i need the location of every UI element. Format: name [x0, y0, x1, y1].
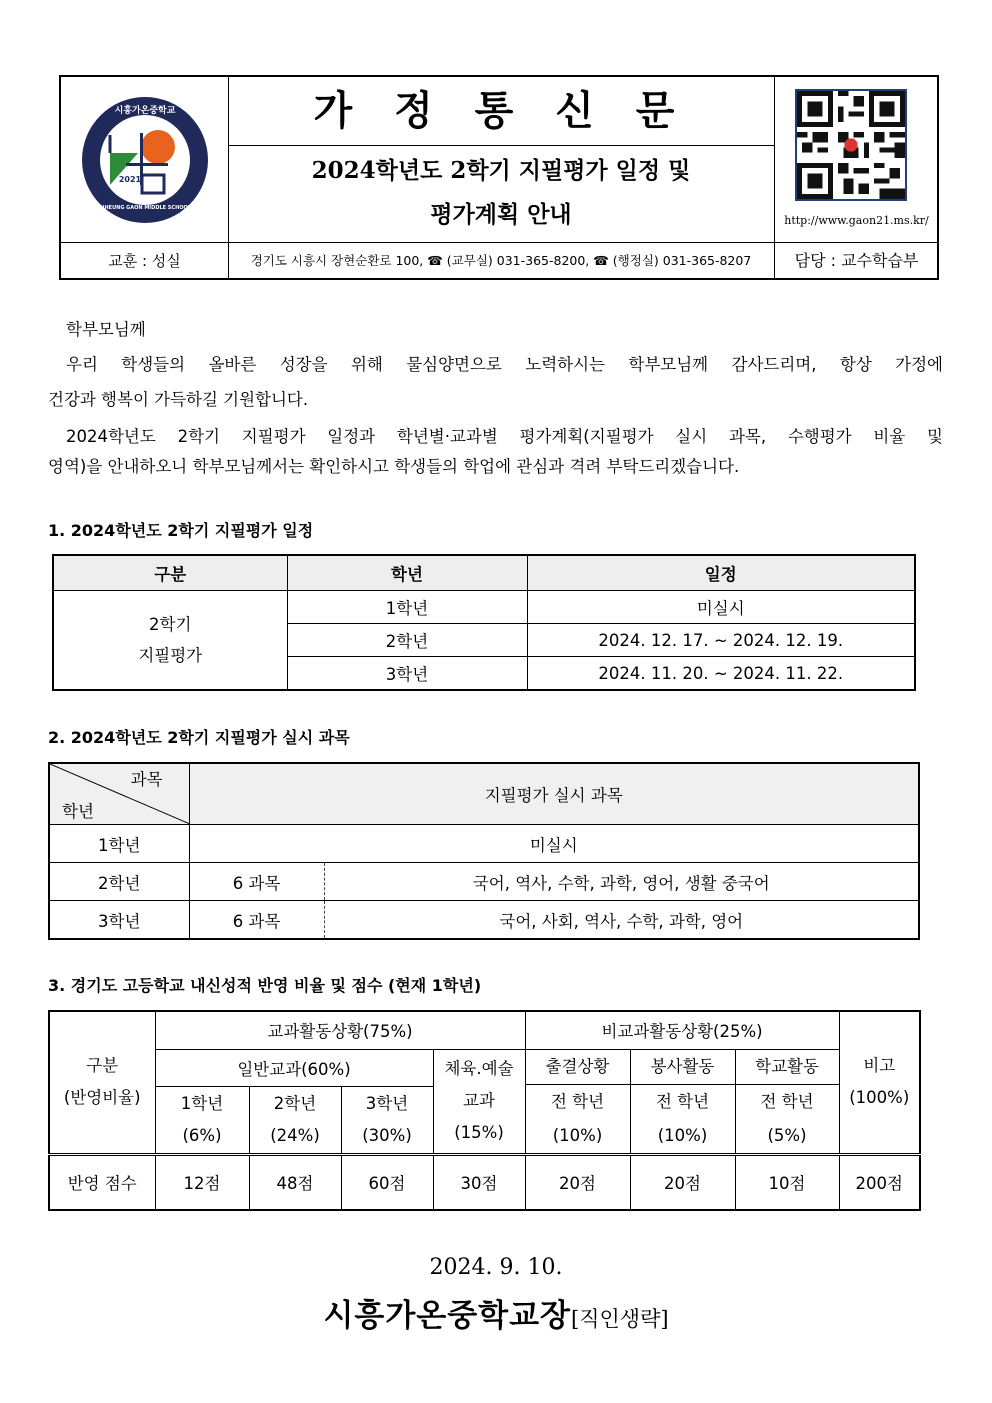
- table-row: [49, 1154, 920, 1210]
- school-address: 경기도 시흥시 장현순환로 100, ☎ (교무실) 031-365-8200, ☎ (행정실) 031-365-8207: [250, 253, 752, 268]
- attendance-header: [525, 1049, 630, 1154]
- table-row: [53, 591, 915, 624]
- document-subtitle: [228, 149, 774, 237]
- grade-cell: 2학년: [49, 863, 189, 901]
- grade-ratio-table: [48, 1010, 921, 1211]
- qr-code-icon: [795, 89, 907, 201]
- column-header: 지필평가 실시 과목: [189, 763, 919, 825]
- exam-type-line-2: 지필평가: [138, 646, 203, 665]
- volunteer-pct: (10%): [657, 1125, 708, 1145]
- logo-cell: [61, 77, 229, 242]
- row-label-line-2: (반영비율): [63, 1088, 141, 1108]
- grade-3-label: 3학년: [365, 1093, 409, 1113]
- seal-note: [직인생략]: [571, 1307, 669, 1331]
- table-header-row: [49, 1011, 920, 1049]
- document-title: 가 정 통 신 문: [228, 77, 774, 146]
- table-row: [49, 825, 919, 863]
- subject-count-cell: 6 과목: [189, 901, 324, 940]
- pe-arts-line-2: 교과: [463, 1091, 495, 1110]
- grade-cell: 2학년: [287, 624, 527, 657]
- exam-schedule-table: [52, 554, 916, 691]
- schedule-cell: 미실시: [527, 591, 915, 624]
- schedule-cell: 2024. 11. 20. ~ 2024. 11. 22.: [527, 657, 915, 691]
- pe-arts-header: [433, 1049, 525, 1154]
- responsible-dept: 담당 : 교수학습부: [774, 243, 938, 279]
- score-cell: 20점: [525, 1154, 630, 1210]
- logo-ring-subtext: SIHEUNG GAON MIDDLE SCHOOL: [99, 205, 191, 211]
- grade-2-header: [249, 1086, 341, 1154]
- exam-type-line-1: 2학기: [149, 615, 192, 634]
- corner-header: [49, 763, 189, 825]
- schedule-cell: 2024. 12. 17. ~ 2024. 12. 19.: [527, 624, 915, 657]
- corner-grade-label: 학년: [62, 802, 94, 821]
- note-line-2: (100%): [849, 1088, 910, 1108]
- section-1-heading: 1. 2024학년도 2학기 지필평가 일정: [48, 521, 314, 540]
- column-header: 구분: [53, 555, 287, 591]
- row-label-header: [49, 1011, 155, 1154]
- paragraph-1-line-1: 우리 학생들의 올바른 성장을 위해 물심양면으로 노력하시는 학부모님께 감사드리며, 항상 가정에: [66, 355, 943, 374]
- subtitle-line-1: 2024학년도 2학기 지필평가 일정 및: [311, 157, 691, 184]
- logo-ring-text: 시흥가온중학교: [114, 106, 176, 116]
- table-header-row: [49, 1049, 920, 1086]
- exam-type-cell: [53, 591, 287, 691]
- school-activity-header: [735, 1049, 839, 1154]
- grade-2-pct: (24%): [270, 1125, 320, 1145]
- table-header-row: [49, 763, 919, 825]
- header-info-row: [61, 242, 937, 279]
- score-cell: 60점: [341, 1154, 433, 1210]
- grade-cell: 1학년: [287, 591, 527, 624]
- score-row-label: 반영 점수: [49, 1154, 155, 1210]
- table-row: [49, 901, 919, 940]
- grade-3-pct: (30%): [362, 1125, 412, 1145]
- attendance-pct: (10%): [552, 1125, 603, 1145]
- school-activity-label: 학교활동: [736, 1050, 839, 1085]
- title-cell: [228, 77, 774, 242]
- volunteer-grades: 전 학년: [655, 1091, 710, 1111]
- general-subjects-header: 일반교과(60%): [155, 1049, 433, 1086]
- school-activity-pct: (5%): [767, 1125, 807, 1145]
- table-row: [49, 863, 919, 901]
- grade-1-pct: (6%): [182, 1125, 222, 1145]
- column-header: 일정: [527, 555, 915, 591]
- subjects-cell: 국어, 역사, 수학, 과학, 영어, 생활 중국어: [324, 863, 919, 901]
- attendance-label: 출결상황: [526, 1050, 630, 1085]
- newsletter-header: [59, 75, 939, 280]
- grade-cell: 3학년: [49, 901, 189, 940]
- volunteer-header: [630, 1049, 735, 1154]
- grade-1-label: 1학년: [180, 1093, 224, 1113]
- score-cell: 20점: [630, 1154, 735, 1210]
- signature-line: [0, 1290, 992, 1335]
- row-label-line-1: 구분: [86, 1056, 119, 1076]
- subject-count-cell: 6 과목: [189, 863, 324, 901]
- pe-arts-line-3: (15%): [454, 1123, 504, 1142]
- column-header: 학년: [287, 555, 527, 591]
- school-motto: 교훈 : 성실: [61, 243, 229, 279]
- school-url[interactable]: http://www.gaon21.ms.kr/: [784, 214, 929, 227]
- score-cell: 48점: [249, 1154, 341, 1210]
- score-cell: 30점: [433, 1154, 525, 1210]
- subjects-cell: 미실시: [189, 825, 919, 863]
- score-cell: 10점: [735, 1154, 839, 1210]
- exam-subjects-table: [48, 762, 920, 940]
- grade-cell: 3학년: [287, 657, 527, 691]
- paragraph-1-line-2: 건강과 행복이 가득하길 기원합니다.: [48, 390, 309, 409]
- grade-2-label: 2학년: [273, 1093, 317, 1113]
- signer-name: 시흥가온중학교장: [323, 1298, 572, 1334]
- attendance-grades: 전 학년: [550, 1091, 605, 1111]
- grade-cell: 1학년: [49, 825, 189, 863]
- subjects-cell: 국어, 사회, 역사, 수학, 과학, 영어: [324, 901, 919, 940]
- qr-cell: [774, 77, 938, 242]
- grade-3-header: [341, 1086, 433, 1154]
- paragraph-2-line-1: 2024학년도 2학기 지필평가 일정과 학년별·교과별 평가계획(지필평가 실시 과목, 수행평가 비율 및: [66, 427, 943, 446]
- curricular-header: 교과활동상황(75%): [155, 1011, 525, 1049]
- logo-year: 2021: [118, 175, 142, 184]
- subtitle-line-2: 평가계획 안내: [430, 201, 572, 228]
- greeting: 학부모님께: [66, 320, 146, 339]
- grade-1-header: [155, 1086, 249, 1154]
- note-header: [839, 1011, 920, 1154]
- noncurricular-header: 비교과활동상황(25%): [525, 1011, 839, 1049]
- section-2-heading: 2. 2024학년도 2학기 지필평가 실시 과목: [48, 728, 350, 747]
- note-line-1: 비고: [863, 1056, 896, 1076]
- volunteer-label: 봉사활동: [631, 1050, 735, 1085]
- score-cell: 200점: [839, 1154, 920, 1210]
- school-activity-grades: 전 학년: [760, 1091, 814, 1111]
- pe-arts-line-1: 체육.예술: [444, 1059, 514, 1078]
- section-3-heading: 3. 경기도 고등학교 내신성적 반영 비율 및 점수 (현재 1학년): [48, 976, 482, 995]
- paragraph-2-line-2: 영역)을 안내하오니 학부모님께서는 확인하시고 학생들의 학업에 관심과 격려 부탁드리겠습니다.: [48, 457, 740, 476]
- table-header-row: [53, 555, 915, 591]
- corner-subject-label: 과목: [130, 770, 163, 789]
- score-cell: 12점: [155, 1154, 249, 1210]
- issue-date: 2024. 9. 10.: [429, 1255, 563, 1280]
